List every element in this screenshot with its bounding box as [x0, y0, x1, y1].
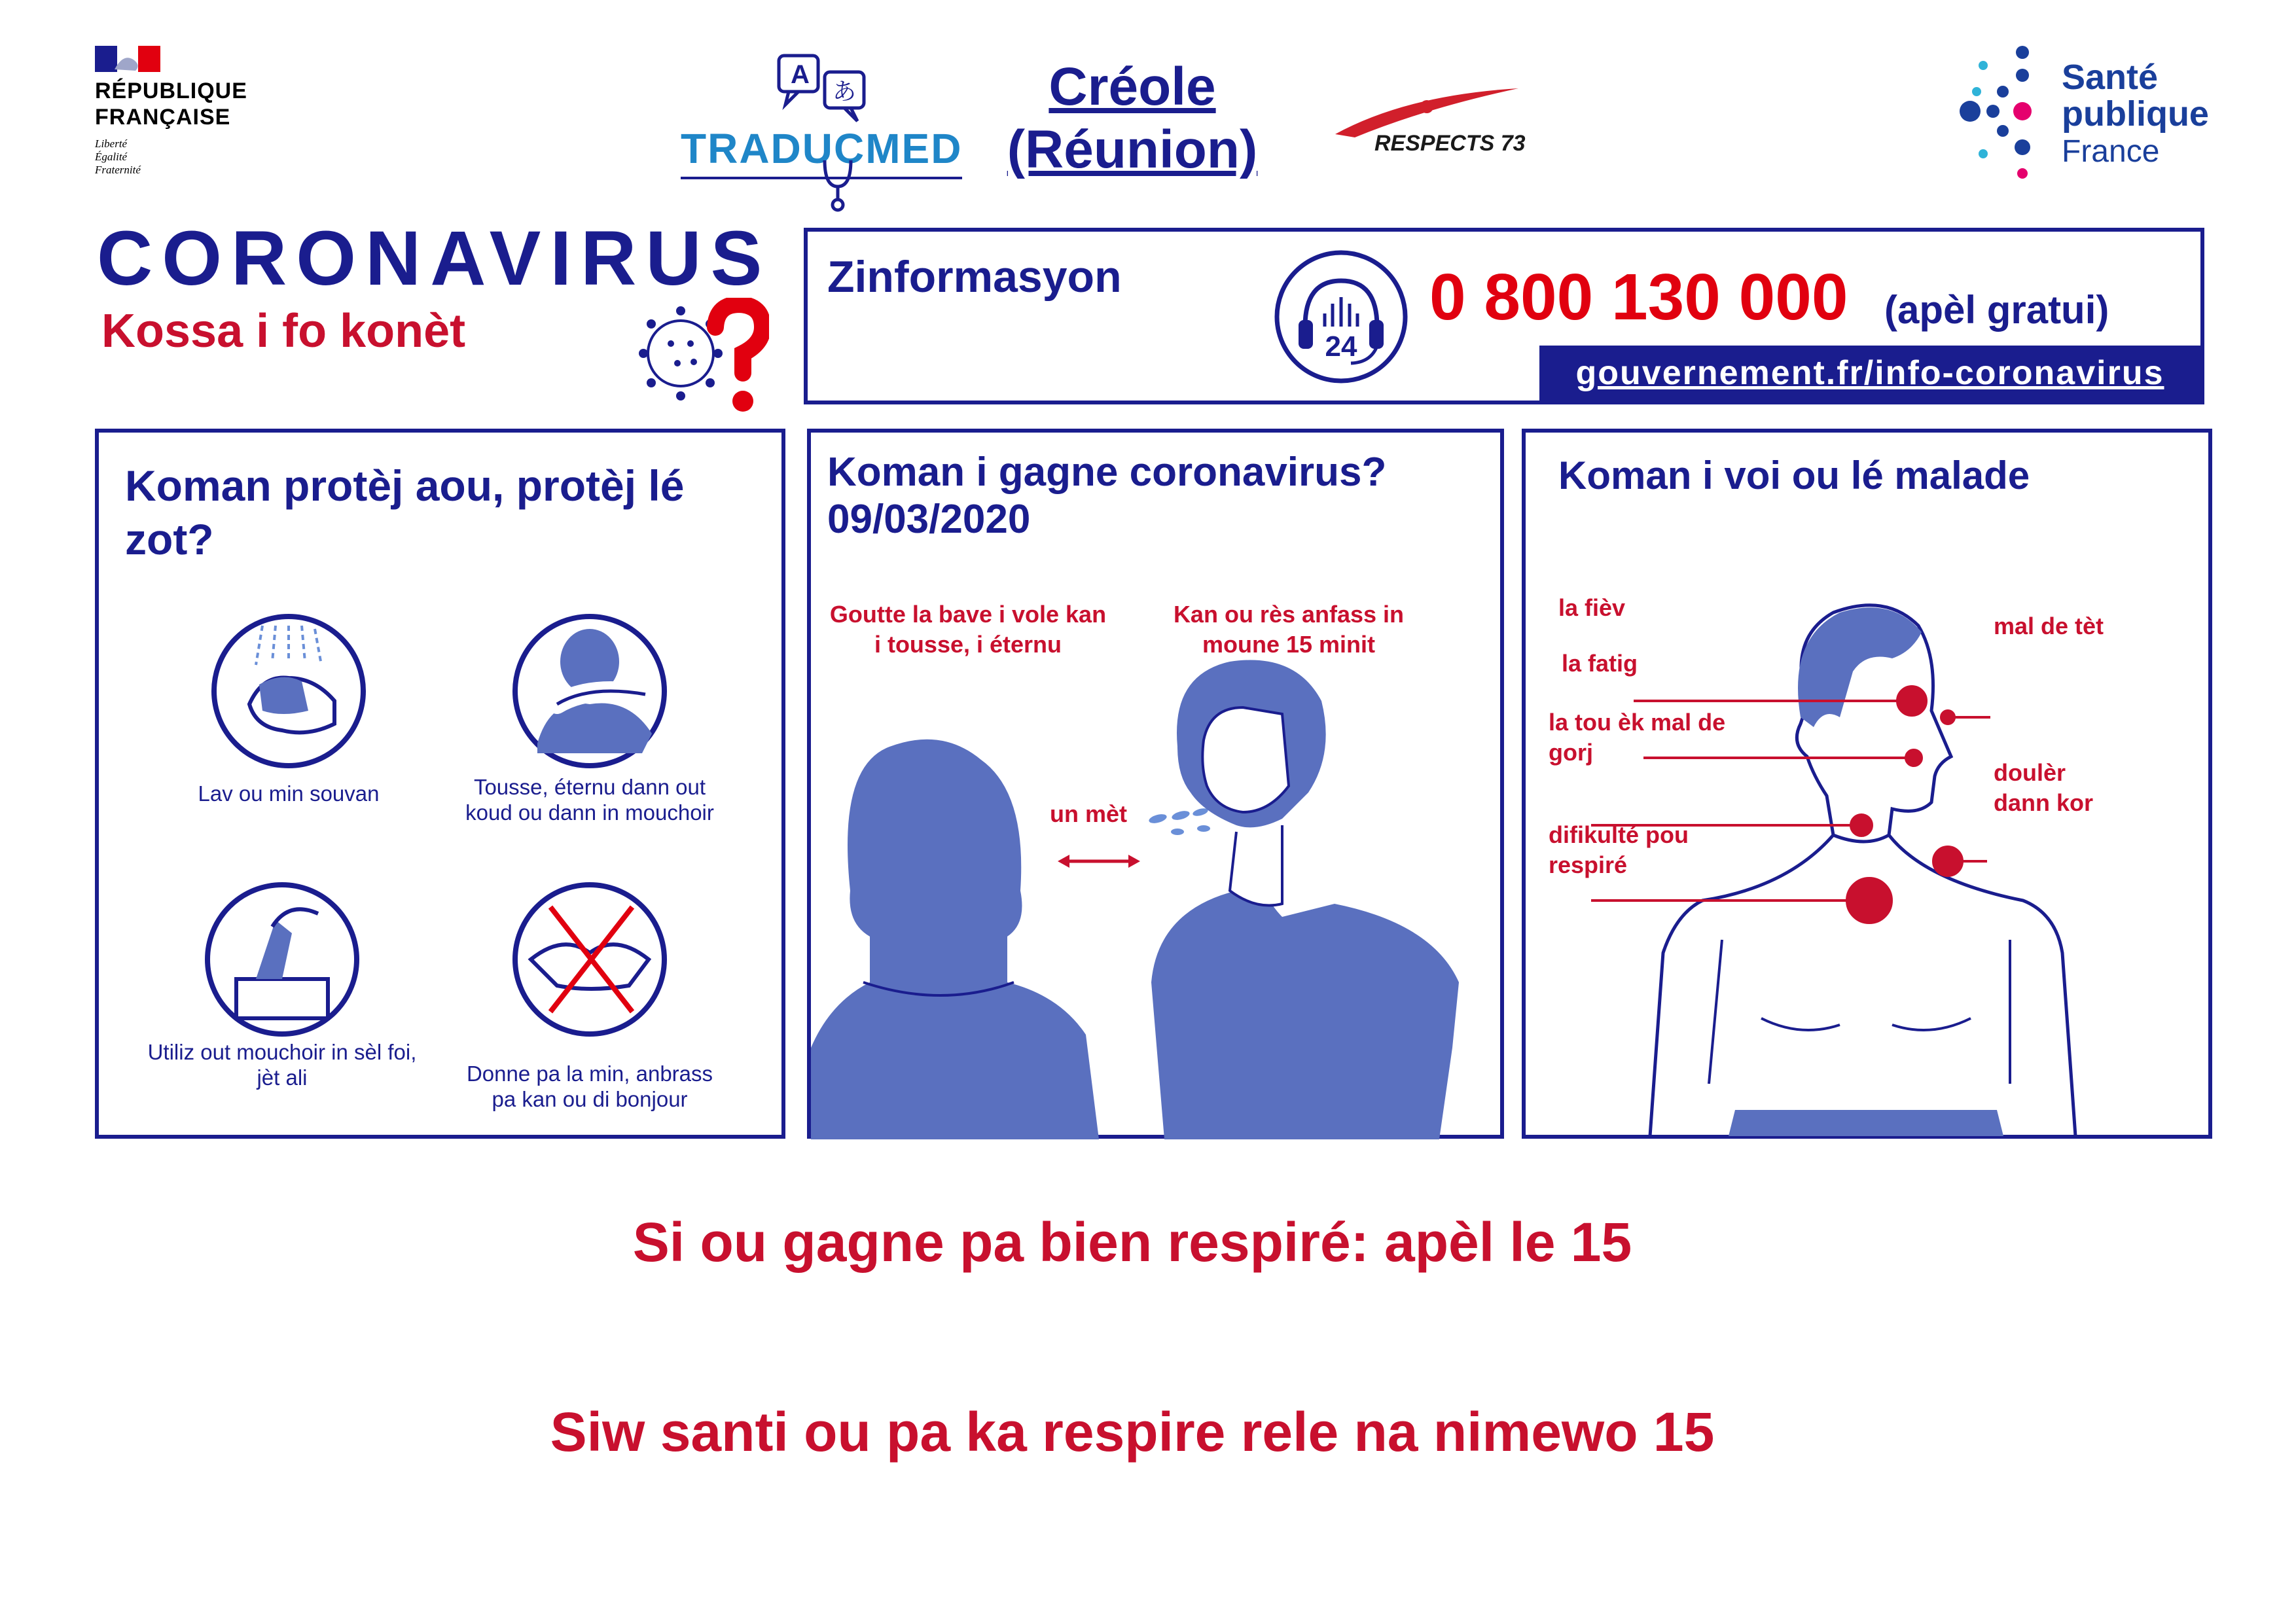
language-title-line1: Créole: [1049, 57, 1216, 116]
respects73-logo: [1329, 82, 1590, 167]
dot-fatigue: [1906, 750, 1922, 766]
waistband: [1729, 1110, 2003, 1136]
republique-francaise-logo: [95, 46, 265, 190]
republique-line2: FRANÇAISE: [95, 105, 231, 130]
phone-note: (apèl gratui): [1884, 288, 2109, 332]
traducmed-logo: [681, 49, 969, 193]
respects-wordmark: RESPECTS 73: [1374, 131, 1526, 156]
panel-transmission-date: 09/03/2020: [827, 497, 1031, 542]
label-face-to-face: Kan ou rès anfass in moune 15 minit: [1173, 601, 1405, 658]
person-front-body: [1151, 884, 1459, 1139]
dot-cough: [1851, 815, 1872, 836]
caption-wash-hands: Lav ou min souvan: [198, 781, 380, 806]
symptom-body-pain: doulèr dann kor: [1994, 759, 2094, 816]
footer-line2: Siw santi ou pa ka respire rele na nimewo 15: [550, 1401, 1715, 1463]
republique-line1: RÉPUBLIQUE: [95, 79, 247, 103]
caption-tissue: Utiliz out mouchoir in sèl foi, jèt ali: [147, 1040, 417, 1090]
no-handshake-icon: [511, 881, 668, 1038]
language-title-line2: (Réunion): [1007, 120, 1258, 179]
transmission-illustration: [811, 616, 1500, 1139]
coronavirus-title: CORONAVIRUS: [97, 215, 772, 302]
hand-wash-icon: [210, 613, 367, 770]
phone-number[interactable]: 0 800 130 000: [1429, 260, 1848, 334]
label-distance: un mèt: [1050, 800, 1128, 827]
motto-line3: Fraternité: [95, 164, 141, 176]
person-back-figure: [811, 740, 1099, 1139]
motto-line2: Égalité: [95, 151, 128, 163]
tissue-icon: [204, 881, 361, 1038]
dot-breathing: [1847, 878, 1892, 923]
symptom-breathing: difikulté pou respiré: [1549, 821, 1689, 878]
panel-symptoms-title: Koman i voi ou lé malade: [1558, 454, 2030, 497]
dot-fever: [1897, 687, 1926, 715]
footer-line1: Si ou gagne pa bien respiré: apèl le 15: [632, 1211, 1632, 1273]
marianne-icon: [95, 46, 160, 72]
traducmed-wordmark: TRADUCMED: [681, 125, 963, 172]
language-title: [995, 56, 1270, 181]
translation-bubbles-icon: [766, 49, 897, 128]
symptom-fever: la fièv: [1558, 594, 1626, 621]
hotline-24-icon: [1272, 248, 1410, 385]
svg-text:あ: あ: [833, 79, 857, 105]
caption-no-handshake: Donne pa la min, anbrass pa kan ou di bonjour: [466, 1061, 713, 1111]
svg-text:A: A: [791, 60, 810, 89]
sante-publique-france-logo: [1957, 39, 2219, 190]
motto-line1: Liberté: [95, 137, 128, 150]
banner-subtitle: Kossa i fo konèt: [101, 305, 466, 357]
spf-line2: publique: [2062, 94, 2209, 134]
spf-line1: Santé: [2062, 58, 2159, 97]
spf-dots-icon: [1957, 39, 2062, 190]
virus-question-icon: [638, 298, 769, 416]
symptom-cough: la tou èk mal de gorj: [1549, 709, 1726, 766]
panel-transmission: [807, 429, 1504, 1139]
symptom-headache: mal de tèt: [1994, 613, 2104, 639]
stethoscope-icon: [818, 160, 857, 213]
dot-body-pain: [1933, 847, 1962, 876]
symptom-fatigue: la fatig: [1562, 650, 1638, 677]
spf-line3: France: [2062, 134, 2160, 169]
dot-headache: [1941, 711, 1954, 724]
panel-symptoms: [1522, 429, 2212, 1139]
panel-protect: [95, 429, 785, 1139]
caption-cough-elbow: Tousse, éternu dann out koud ou dann in mouchoir: [465, 775, 714, 825]
website-link[interactable]: gouvernement.fr/info-coronavirus: [1539, 346, 2200, 401]
label-droplets: Goutte la bave i vole kan i tousse, i éternu: [829, 601, 1107, 658]
panel-protect-title: Koman protèj aou, protèj lé zot?: [125, 461, 685, 563]
info-label: Zinformasyon: [827, 252, 1122, 302]
cough-elbow-icon: [511, 613, 668, 770]
panel-transmission-title: Koman i gagne coronavirus?: [827, 450, 1387, 495]
hotline-badge: 24: [1325, 330, 1357, 363]
info-box: [804, 228, 2204, 404]
